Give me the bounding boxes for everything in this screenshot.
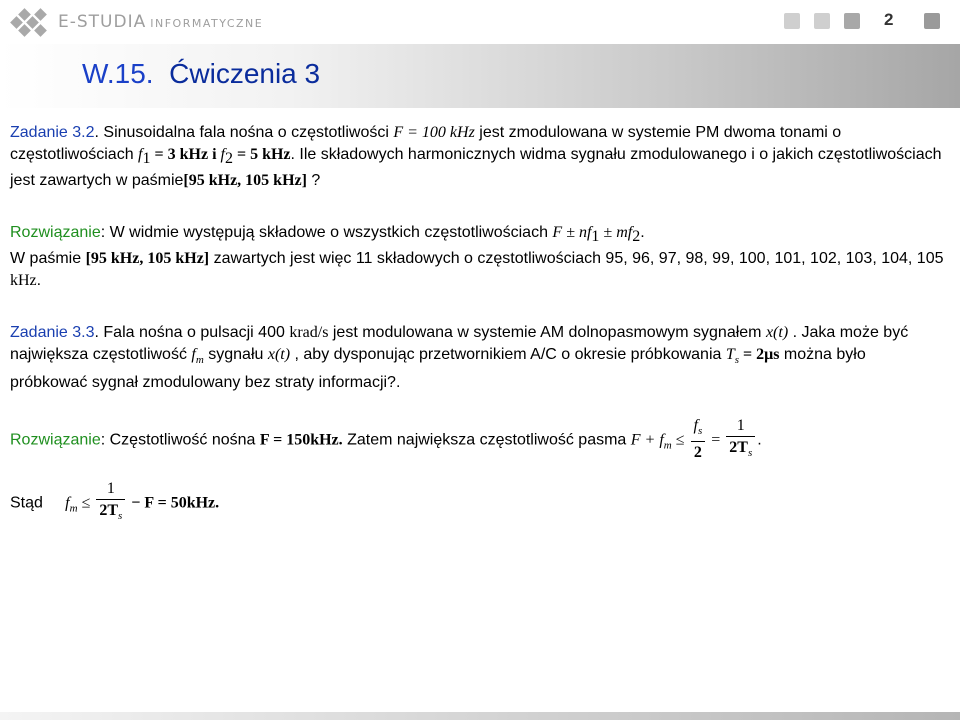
title-number: W.15.: [82, 58, 154, 89]
math-f1: f: [138, 146, 143, 163]
title-text: Ćwiczenia 3: [169, 58, 321, 89]
math-carrier-freq: F = 100 kHz: [393, 124, 475, 141]
math-f2: f: [220, 146, 225, 163]
math-signal: x(t): [267, 346, 291, 364]
text: jest modulowana w systemie AM dolnopasmowym sygnałem: [328, 324, 766, 342]
text: można było próbkować sygnał zmodulowany bez straty informacji?.: [10, 346, 866, 391]
math-lhs: F + f: [630, 430, 664, 448]
text: W paśmie: [10, 250, 86, 268]
fraction-1-over-2ts: [96, 479, 125, 527]
logo-mark-icon: [12, 6, 48, 38]
text: . Ile składowych harmonicznych widma sygnału zmodulowanego i o jakich częstotliwościach jest zawartych w paśmie: [10, 146, 942, 190]
task-heading: Zadanie 3.3: [10, 324, 95, 342]
fraction-1-over-2ts: [726, 416, 755, 464]
page-number: 2: [884, 10, 894, 29]
text: ?: [306, 172, 321, 190]
math-band: [95 kHz, 105 kHz]: [85, 250, 210, 268]
math-f2-value: = 5 kHz: [232, 146, 291, 163]
text: , aby dysponując przetwornikiem A/C o okresie próbkowania: [290, 346, 726, 364]
conclusion: [10, 479, 945, 529]
nav-last-button[interactable]: [924, 13, 940, 29]
solution-3-2: [10, 222, 945, 292]
math-sub: m: [663, 439, 672, 452]
math-operator: =: [707, 430, 725, 448]
math-operator: ≤: [77, 494, 95, 512]
math-operator: ≤: [671, 430, 689, 448]
text: .: [36, 272, 42, 290]
solution-3-3: [10, 416, 945, 466]
nav-next-button[interactable]: [844, 13, 860, 29]
math-fm: f: [65, 494, 70, 512]
math-band: [95 kHz, 105 kHz]: [183, 172, 307, 190]
text: .: [757, 430, 762, 448]
math-sub: 1: [591, 228, 600, 246]
slide-content: [10, 122, 945, 529]
math-expression: F ± nf: [552, 224, 592, 242]
math-sub: m: [69, 502, 78, 515]
text: .: [640, 224, 645, 242]
nav-first-button[interactable]: [784, 13, 800, 29]
frac-top: 1: [96, 479, 125, 500]
slide-nav: [784, 13, 874, 29]
text: : Częstotliwość nośna: [100, 430, 260, 448]
math-signal: x(t): [765, 324, 789, 342]
task-heading: Zadanie 3.2: [10, 124, 95, 141]
solution-heading: Rozwiązanie: [10, 224, 101, 242]
nav-prev-button[interactable]: [814, 13, 830, 29]
frac-bottom: 2: [693, 443, 702, 461]
math-fm: f: [191, 346, 196, 364]
math-sub: s: [697, 424, 703, 437]
logo-text: [58, 12, 263, 32]
frac-bottom: 2T: [729, 438, 748, 456]
math-sub: 1: [142, 150, 151, 168]
text: . Jaka może być największa częstotliwość: [10, 324, 909, 364]
bottom-bar: [0, 712, 960, 720]
task-3-3: [10, 322, 945, 393]
text: Zatem największa częstotliwość pasma: [342, 430, 631, 448]
math-sub: s: [118, 510, 123, 523]
text: jest zmodulowana w systemie PM dwoma tonami o częstotliwościach: [10, 124, 842, 163]
frac-bottom: 2T: [99, 502, 119, 520]
page-title: [82, 58, 320, 90]
logo-sub: INFORMATYCZNE: [150, 17, 264, 30]
unit: kHz: [10, 272, 37, 290]
math-sub: 2: [632, 228, 641, 246]
math-expression-mid: ± mf: [599, 224, 633, 242]
fraction-fs-over-2: [691, 416, 706, 464]
math-ts: T: [725, 346, 735, 364]
math-sub: s: [734, 354, 740, 367]
math-result: − F = 50kHz.: [127, 494, 220, 512]
math-sub: m: [195, 354, 204, 367]
unit: krad/s: [289, 324, 329, 342]
math-carrier-freq: F = 150kHz.: [259, 430, 343, 448]
logo-main: E-STUDIA: [58, 12, 147, 32]
text: zawartych jest więc 11 składowych o częstotliwościach 95, 96, 97, 98, 99, 100, 101, 102, 103, 104, 105: [209, 250, 944, 268]
solution-heading: Rozwiązanie: [10, 430, 101, 448]
frac-top: 1: [726, 416, 755, 437]
math-sub: 2: [224, 150, 233, 168]
math-ts-value: = 2μs: [739, 346, 780, 364]
text: sygnału: [203, 346, 268, 364]
text: . Sinusoidalna fala nośna o częstotliwości: [94, 124, 394, 141]
math-sub: s: [747, 446, 753, 459]
text: . Fala nośna o pulsacji 400: [94, 324, 290, 342]
task-3-2: [10, 122, 945, 192]
text: : W widmie występują składowe o wszystkich częstotliwościach: [100, 224, 553, 242]
logo: [12, 6, 263, 38]
frac-top: f: [693, 416, 698, 434]
math-f1-value: = 3 kHz i: [150, 146, 221, 163]
conclusion-label: Stąd: [10, 494, 43, 512]
